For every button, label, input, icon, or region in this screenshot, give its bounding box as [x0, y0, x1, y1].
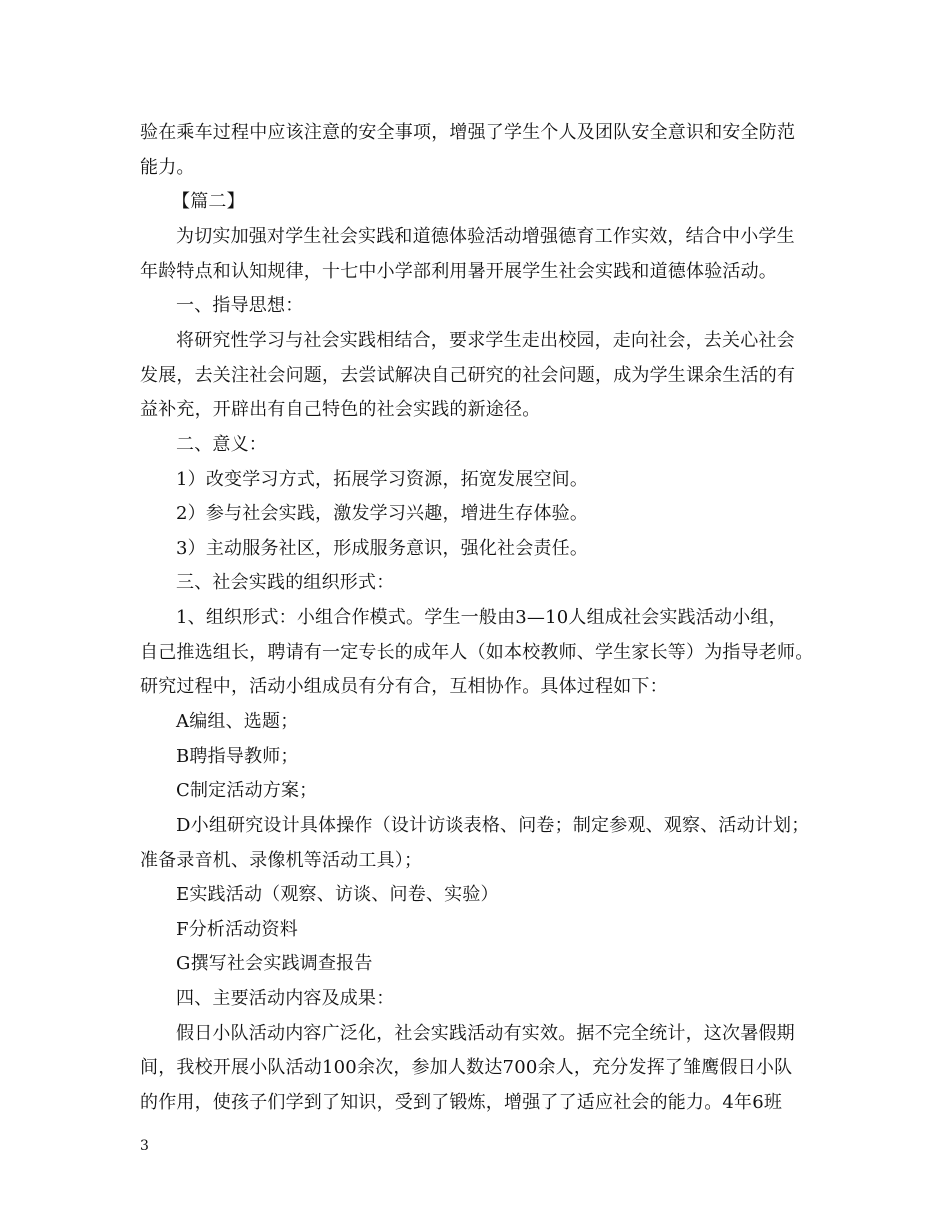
list-item: C制定活动方案；: [176, 780, 318, 801]
list-item: E实践活动（观察、访谈、问卷、实验）: [176, 884, 499, 905]
body-text-line: 年龄特点和认知规律，十七中小学部利用暑开展学生社会实践和道德体验活动。: [140, 261, 777, 282]
list-item: A编组、选题；: [176, 711, 299, 732]
paragraph-line: 假日小队活动内容广泛化，社会实践活动有实效。据不完全统计，这次暑假期: [176, 1023, 795, 1044]
body-text-line: 验在乘车过程中应该注意的安全事项，增强了学生个人及团队安全意识和安全防范: [140, 122, 796, 143]
paragraph-line: 为切实加强对学生社会实践和道德体验活动增强德育工作实效，结合中小学生: [176, 226, 795, 247]
list-item: D小组研究设计具体操作（设计访谈表格、问卷；制定参观、观察、活动计划；: [176, 815, 810, 836]
body-text-line: 自己推选组长，聘请有一定专长的成年人（如本校教师、学生家长等）为指导老师。: [140, 642, 814, 663]
list-item: G撰写社会实践调查报告: [176, 953, 373, 974]
body-text-line: 益补充，开辟出有自己特色的社会实践的新途径。: [140, 399, 541, 420]
list-item: F分析活动资料: [176, 919, 298, 940]
paragraph-line: 将研究性学习与社会实践相结合，要求学生走出校园，走向社会，去关心社会: [176, 330, 795, 351]
body-text-line: 研究过程中，活动小组成员有分有合，互相协作。具体过程如下：: [140, 676, 668, 697]
body-text-line: 准备录音机、录像机等活动工具）；: [140, 850, 423, 871]
body-text-line: 发展，去关注社会问题，去尝试解决自己研究的社会问题，成为学生课余生活的有: [140, 365, 796, 386]
list-item: B聘指导教师；: [176, 746, 299, 767]
section-heading: 四、主要活动内容及成果：: [176, 988, 395, 1009]
paragraph-line: 1、组织形式：小组合作模式。学生一般由3—10人组成社会实践活动小组，: [176, 607, 787, 628]
body-text-line: 的作用，使孩子们学到了知识，受到了锻炼，增强了了适应社会的能力。4年6班: [140, 1092, 783, 1113]
body-text-line: 间，我校开展小队活动100余次，参加人数达700余人，充分发挥了雏鹰假日小队: [140, 1057, 793, 1078]
body-text-line: 能力。: [140, 157, 195, 178]
section-heading: 一、指导思想：: [176, 295, 304, 316]
section-heading: 二、意义：: [176, 434, 267, 455]
list-item: 1）改变学习方式，拓展学习资源，拓宽发展空间。: [176, 469, 589, 490]
list-item: 2）参与社会实践，激发学习兴趣，增进生存体验。: [176, 503, 589, 524]
section-heading: 【篇二】: [172, 191, 245, 212]
page-number: 3: [140, 1138, 149, 1154]
section-heading: 三、社会实践的组织形式：: [176, 572, 395, 593]
list-item: 3）主动服务社区，形成服务意识，强化社会责任。: [176, 538, 589, 559]
